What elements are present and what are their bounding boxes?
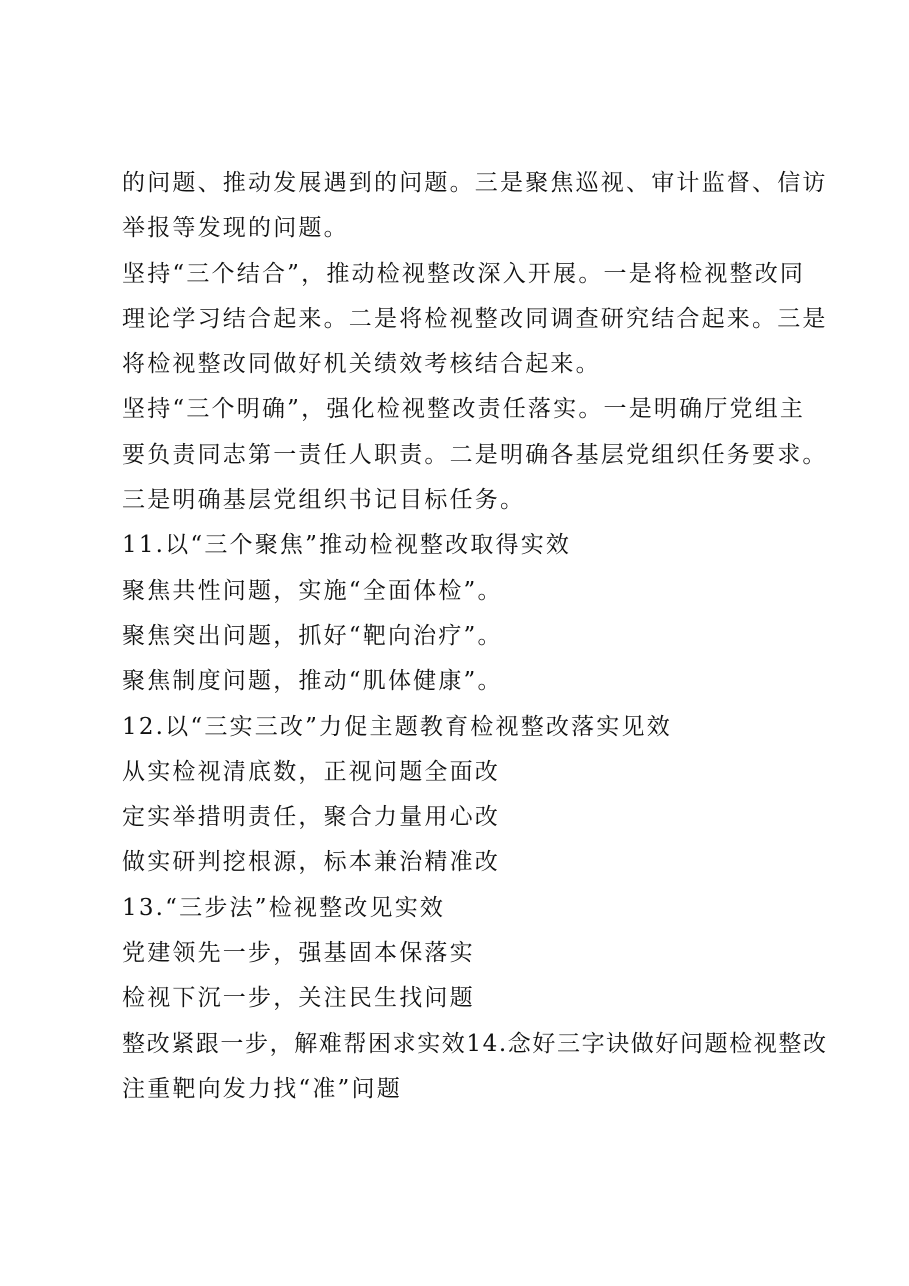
- document-body: [122, 161, 832, 1112]
- section-heading: 11.以“三个聚焦”推动检视整改取得实效: [122, 532, 572, 559]
- text-line: 将检视整改同做好机关绩效考核结合起来。: [122, 351, 601, 378]
- text-line: 举报等发现的问题。: [122, 215, 349, 242]
- text-line: 党建领先一步，强基固本保落实: [122, 940, 475, 967]
- text-line: 聚焦制度问题，推动“肌体健康”。: [122, 668, 503, 695]
- text-line: 整改紧跟一步，解难帮困求实效14.念好三字诀做好问题检视整改: [122, 1030, 828, 1057]
- text-line: 理论学习结合起来。二是将检视整改同调查研究结合起来。三是: [122, 305, 828, 332]
- text-line: 定实举措明责任，聚合力量用心改: [122, 804, 500, 831]
- text-line: 检视下沉一步，关注民生找问题: [122, 985, 475, 1012]
- section-heading: 12.以“三实三改”力促主题教育检视整改落实见效: [122, 713, 672, 740]
- text-line: 要负责同志第一责任人职责。二是明确各基层党组织任务要求。: [122, 441, 828, 468]
- text-line: 聚焦突出问题，抓好“靶向治疗”。: [122, 622, 503, 649]
- text-line: 从实检视清底数，正视问题全面改: [122, 758, 500, 785]
- text-line: 坚持“三个明确”，强化检视整改责任落实。一是明确厅党组主: [122, 396, 806, 423]
- text-line: 聚焦共性问题，实施“全面体检”。: [122, 577, 503, 604]
- text-line: 坚持“三个结合”，推动检视整改深入开展。一是将检视整改同: [122, 260, 806, 287]
- section-heading: 13.“三步法”检视整改见实效: [122, 894, 446, 921]
- text-line: 做实研判挖根源，标本兼治精准改: [122, 849, 500, 876]
- text-line: 的问题、推动发展遇到的问题。三是聚焦巡视、审计监督、信访: [122, 170, 828, 196]
- text-line: 注重靶向发力找“准”问题: [122, 1075, 402, 1102]
- text-line: 三是明确基层党组织书记目标任务。: [122, 487, 526, 514]
